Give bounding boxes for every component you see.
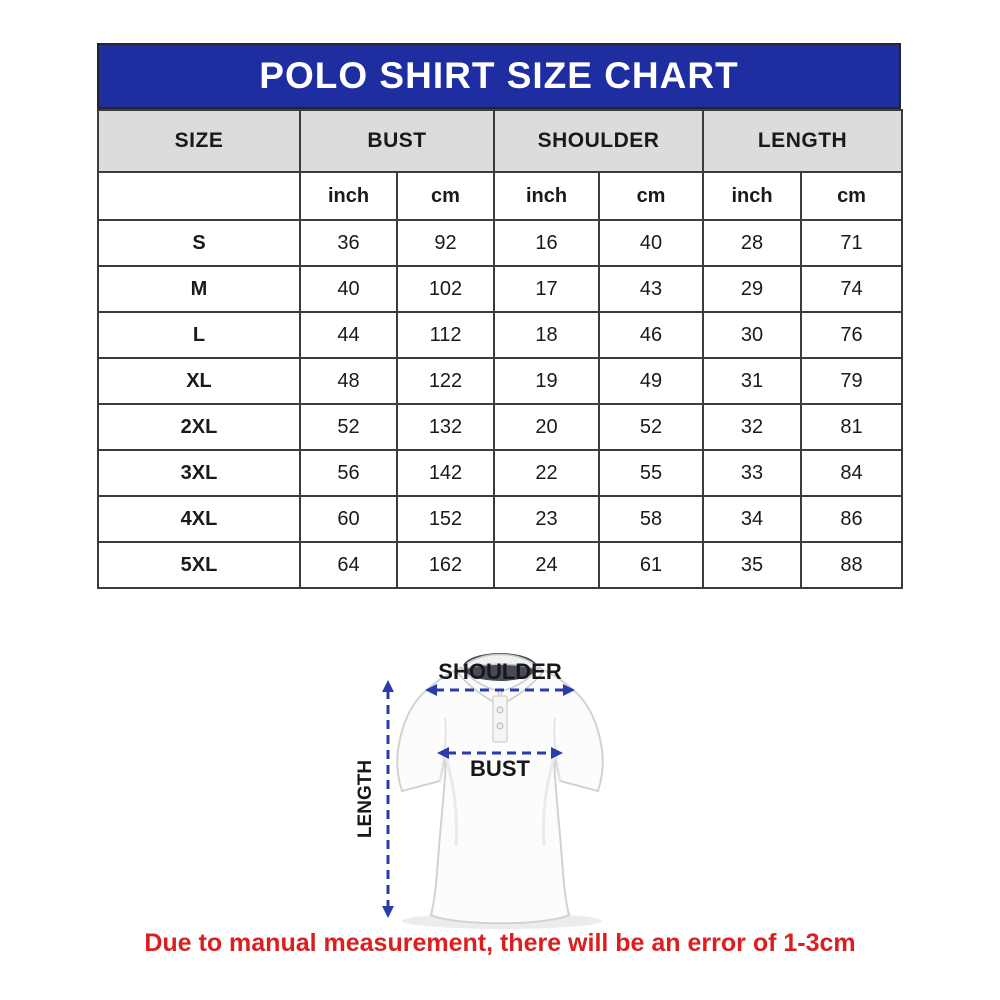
measurement-cell: 43 <box>599 266 703 312</box>
measurement-cell: 34 <box>703 496 801 542</box>
size-label-cell: 2XL <box>98 404 300 450</box>
measurement-cell: 81 <box>801 404 902 450</box>
table-row <box>98 312 902 358</box>
measurement-cell: 71 <box>801 220 902 266</box>
size-label-cell: 4XL <box>98 496 300 542</box>
unit-header: inch <box>300 172 397 220</box>
measurement-cell: 18 <box>494 312 599 358</box>
measurement-cell: 79 <box>801 358 902 404</box>
column-header-bust: BUST <box>300 110 494 172</box>
table-row <box>98 266 902 312</box>
measurement-cell: 31 <box>703 358 801 404</box>
measurement-cell: 52 <box>599 404 703 450</box>
measurement-cell: 32 <box>703 404 801 450</box>
table-row <box>98 450 902 496</box>
measurement-cell: 56 <box>300 450 397 496</box>
measurement-cell: 40 <box>300 266 397 312</box>
measurement-cell: 142 <box>397 450 494 496</box>
measurement-cell: 29 <box>703 266 801 312</box>
length-arrow <box>382 680 394 918</box>
measurement-cell: 24 <box>494 542 599 588</box>
size-label-cell: 3XL <box>98 450 300 496</box>
size-label-cell: 5XL <box>98 542 300 588</box>
size-table-body <box>98 220 902 588</box>
shoulder-label: SHOULDER <box>438 659 562 684</box>
chart-title: POLO SHIRT SIZE CHART <box>97 43 901 109</box>
measurement-cell: 88 <box>801 542 902 588</box>
measurement-cell: 40 <box>599 220 703 266</box>
unit-header: cm <box>599 172 703 220</box>
measurement-cell: 55 <box>599 450 703 496</box>
measurement-cell: 60 <box>300 496 397 542</box>
measurement-cell: 132 <box>397 404 494 450</box>
measurement-cell: 17 <box>494 266 599 312</box>
size-label-cell: L <box>98 312 300 358</box>
size-label-cell: M <box>98 266 300 312</box>
table-row <box>98 220 902 266</box>
measurement-cell: 28 <box>703 220 801 266</box>
table-row <box>98 496 902 542</box>
measurement-cell: 112 <box>397 312 494 358</box>
measurement-cell: 20 <box>494 404 599 450</box>
measurement-cell: 16 <box>494 220 599 266</box>
measurement-cell: 92 <box>397 220 494 266</box>
unit-header-row <box>98 172 902 220</box>
measurement-cell: 102 <box>397 266 494 312</box>
unit-header: inch <box>703 172 801 220</box>
length-label: LENGTH <box>355 759 376 839</box>
measurement-cell: 58 <box>599 496 703 542</box>
unit-header: inch <box>494 172 599 220</box>
column-group-row <box>98 110 902 172</box>
measurement-note: Due to manual measurement, there will be an error of 1-3cm <box>144 929 856 957</box>
measurement-cell: 152 <box>397 496 494 542</box>
column-header-size: SIZE <box>98 110 300 172</box>
size-table <box>97 109 903 589</box>
measurement-cell: 33 <box>703 450 801 496</box>
measurement-cell: 48 <box>300 358 397 404</box>
measurement-cell: 61 <box>599 542 703 588</box>
polo-shirt-illustration <box>355 638 645 938</box>
size-label-cell: S <box>98 220 300 266</box>
measurement-cell: 49 <box>599 358 703 404</box>
measurement-cell: 35 <box>703 542 801 588</box>
size-label-cell: XL <box>98 358 300 404</box>
table-row <box>98 542 902 588</box>
measurement-cell: 30 <box>703 312 801 358</box>
button <box>497 707 503 713</box>
measurement-cell: 52 <box>300 404 397 450</box>
measurement-cell: 64 <box>300 542 397 588</box>
measurement-cell: 36 <box>300 220 397 266</box>
measurement-cell: 74 <box>801 266 902 312</box>
measurement-cell: 84 <box>801 450 902 496</box>
measurement-cell: 22 <box>494 450 599 496</box>
measurement-cell: 162 <box>397 542 494 588</box>
measurement-cell: 86 <box>801 496 902 542</box>
empty-cell <box>98 172 300 220</box>
table-row <box>98 404 902 450</box>
size-chart <box>97 43 901 589</box>
measurement-cell: 46 <box>599 312 703 358</box>
measurement-cell: 76 <box>801 312 902 358</box>
measurement-cell: 23 <box>494 496 599 542</box>
button <box>497 723 503 729</box>
table-row <box>98 358 902 404</box>
bust-label: BUST <box>470 756 530 781</box>
placket <box>493 696 507 742</box>
measurement-cell: 44 <box>300 312 397 358</box>
measurement-cell: 19 <box>494 358 599 404</box>
column-header-length: LENGTH <box>703 110 902 172</box>
column-header-shoulder: SHOULDER <box>494 110 703 172</box>
unit-header: cm <box>801 172 902 220</box>
unit-header: cm <box>397 172 494 220</box>
measurement-cell: 122 <box>397 358 494 404</box>
